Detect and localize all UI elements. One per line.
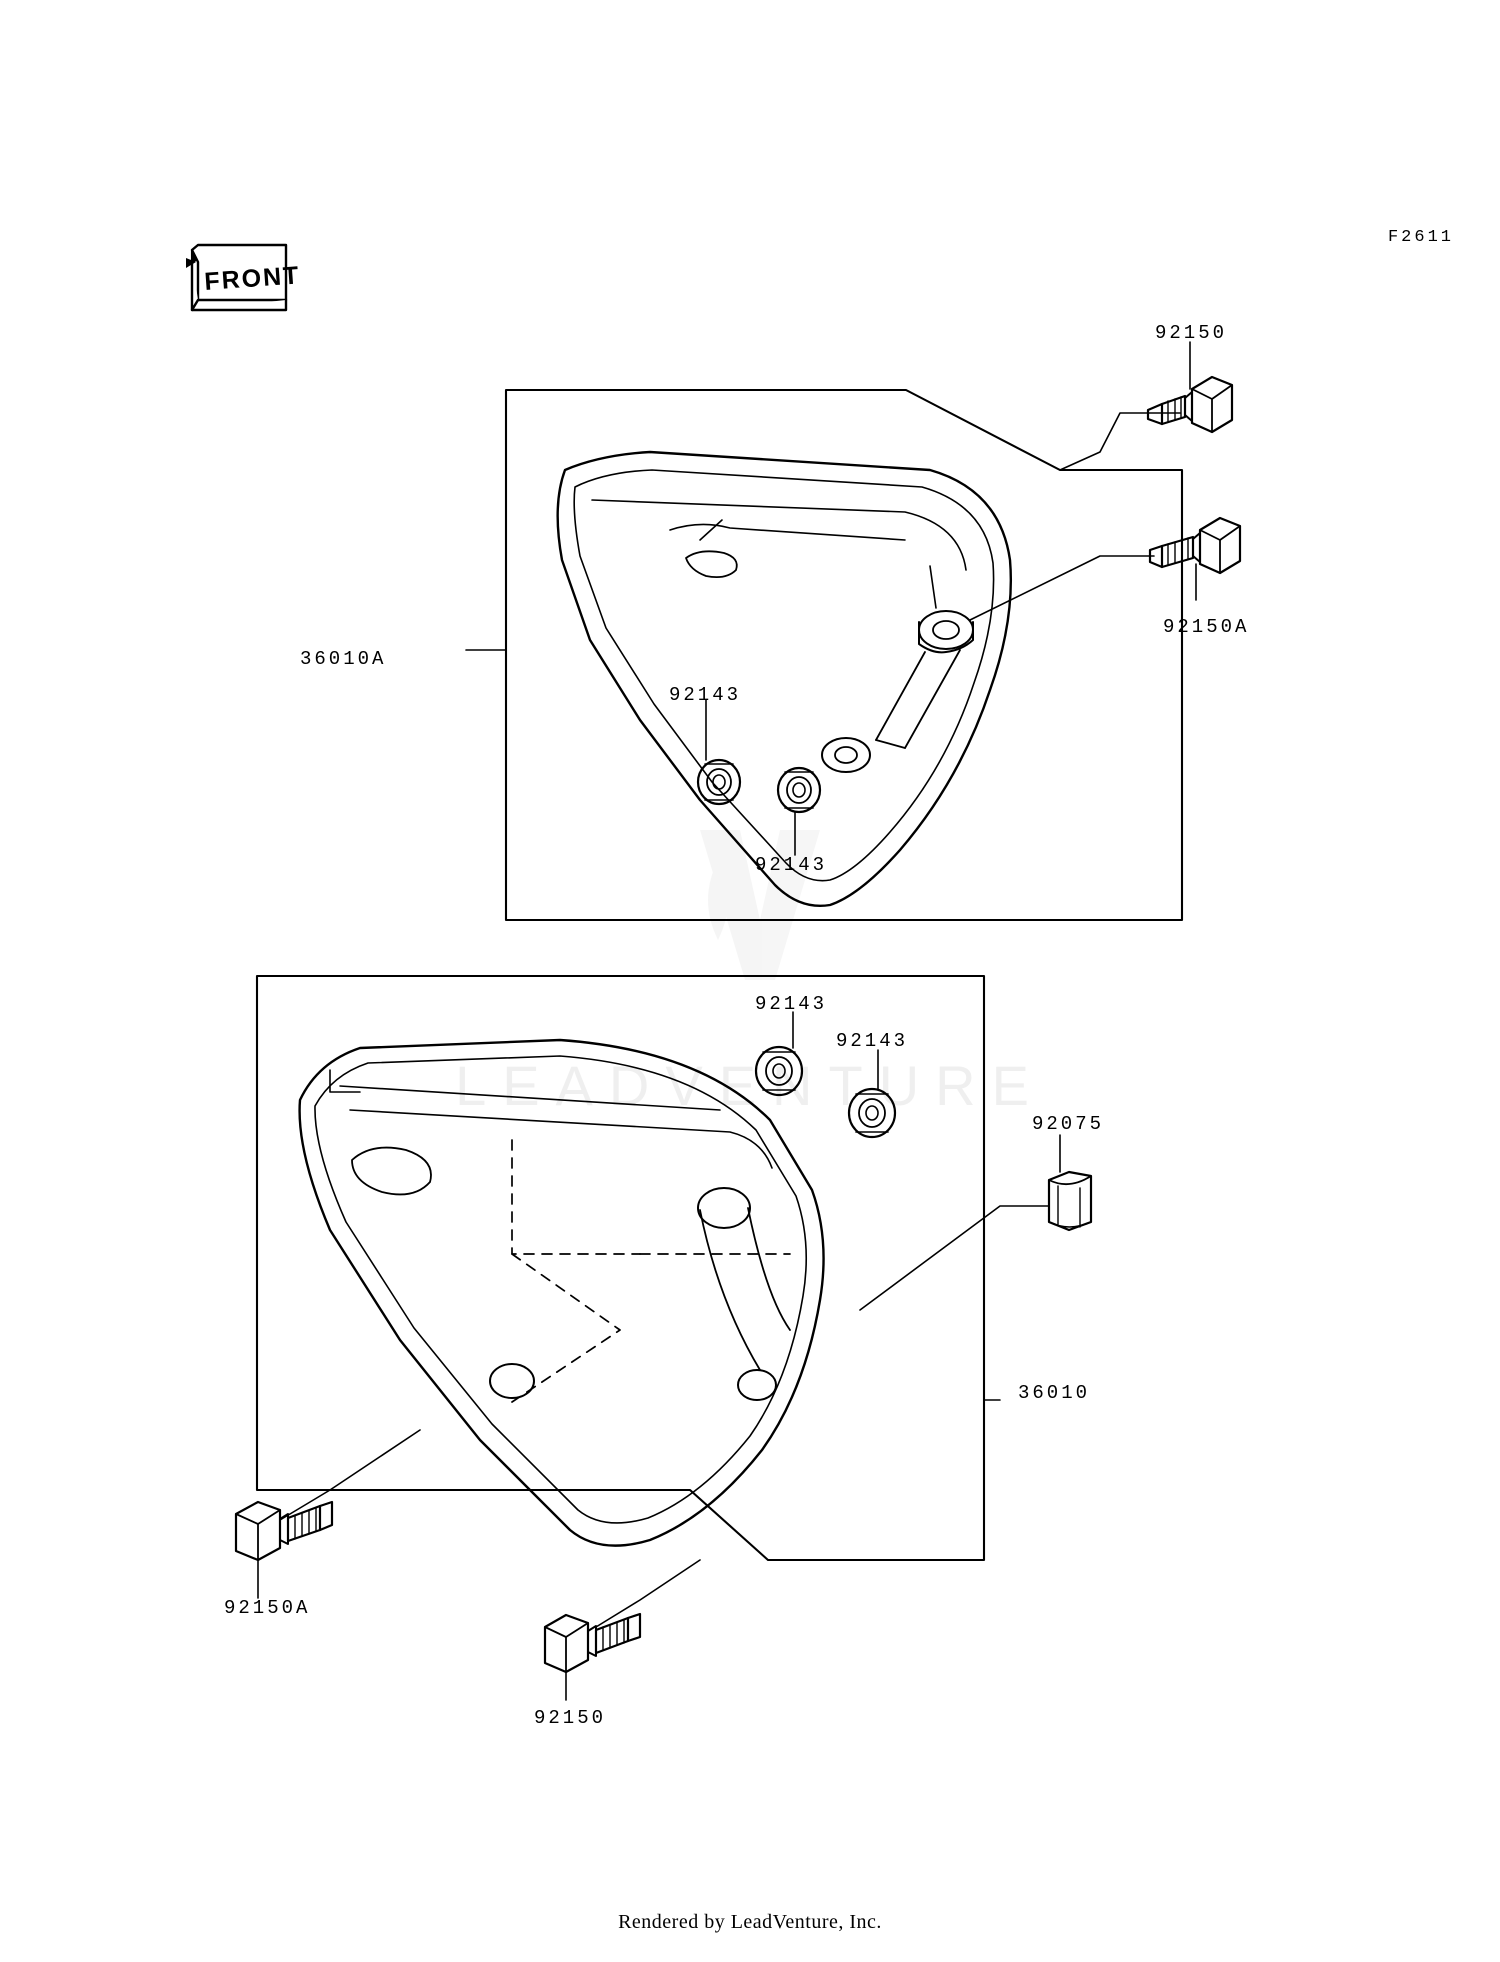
svg-text:FRONT: FRONT <box>203 261 302 296</box>
bolt-92150-lower <box>545 1614 640 1672</box>
bolt-92150A-lower <box>236 1502 332 1560</box>
grommet-lower-b-part <box>849 1089 895 1137</box>
lower-cover-hidden-edges <box>512 1140 790 1402</box>
grommet-lower-a-part <box>756 1047 802 1095</box>
footer-credit: Rendered by LeadVenture, Inc. <box>618 1911 882 1933</box>
callout-92150A-upper: 92150A <box>1163 616 1250 638</box>
upper-group-outline <box>506 390 1182 920</box>
callout-92075: 92075 <box>1032 1113 1105 1135</box>
grommet-upper-b-part <box>778 768 820 812</box>
callout-92150A-lower: 92150A <box>224 1597 311 1619</box>
callout-92143-lower-b: 92143 <box>836 1030 909 1052</box>
callout-92150-upper: 92150 <box>1155 322 1228 344</box>
callout-36010A: 36010A <box>300 648 387 670</box>
callout-92143-upper-b: 92143 <box>755 854 828 876</box>
front-marker-icon <box>186 245 301 310</box>
lower-cover-holes <box>490 1188 790 1400</box>
svg-text:LEADVENTURE: LEADVENTURE <box>455 1054 1045 1117</box>
leader-lines-lower <box>258 1012 1060 1700</box>
callout-92143-upper-a: 92143 <box>669 684 742 706</box>
callout-92150-lower: 92150 <box>534 1707 607 1729</box>
bolt-92150A-upper <box>1150 518 1240 573</box>
upper-cover-mount-bosses <box>822 611 973 772</box>
sheet-code: F2611 <box>1387 228 1454 247</box>
damper-92075-part <box>1049 1172 1091 1230</box>
grommet-upper-a-part <box>698 760 740 804</box>
callout-92143-lower-a: 92143 <box>755 993 828 1015</box>
side-cover-right-lower <box>300 1040 824 1546</box>
callout-36010: 36010 <box>1018 1382 1091 1404</box>
